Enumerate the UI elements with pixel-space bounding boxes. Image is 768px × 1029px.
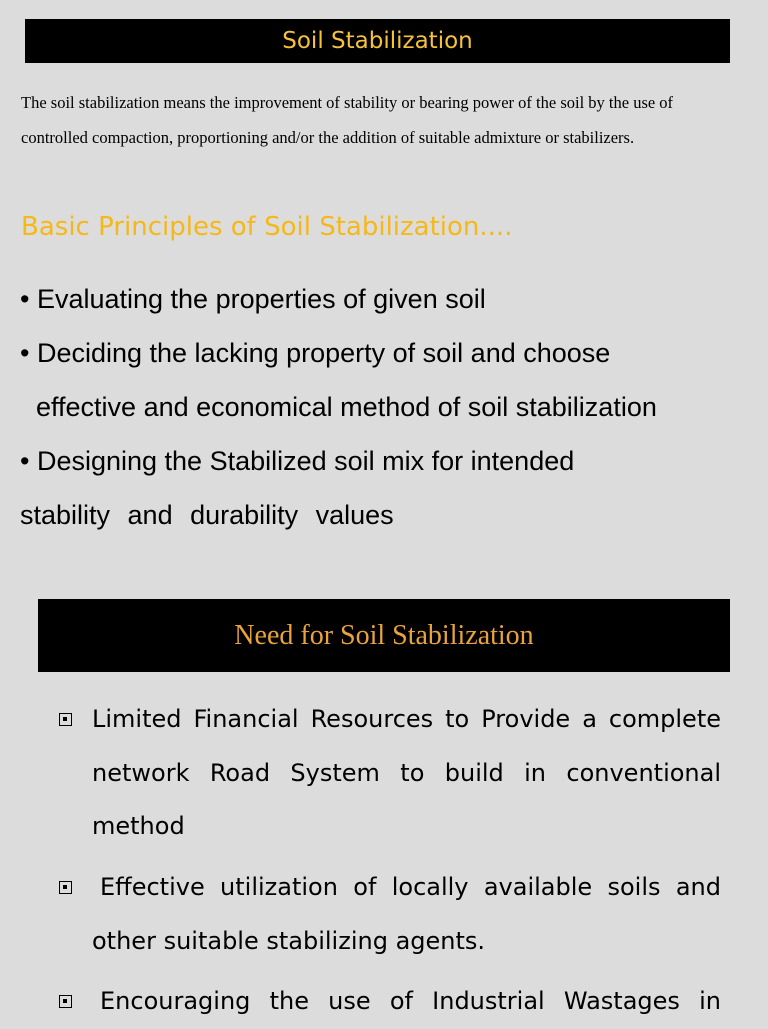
page-title: Soil Stabilization	[282, 28, 473, 54]
square-bullet-icon	[59, 881, 72, 894]
need-heading: Need for Soil Stabilization	[234, 619, 534, 651]
principle-line: • Designing the Stabilized soil mix for intended	[20, 446, 575, 476]
principle-line: • Deciding the lacking property of soil and choose	[20, 338, 611, 368]
principle-line: effective and economical method of soil stabilization	[36, 392, 657, 422]
need-item-text: Effective utilization of locally available soils and other suitable stabilizing agents.	[92, 873, 721, 955]
need-item-text: Limited Financial Resources to Provide a complete network Road System to build in conventional method	[92, 705, 721, 840]
need-banner	[38, 599, 730, 672]
principle-line: stability and durability values	[20, 500, 394, 530]
square-bullet-icon	[59, 713, 72, 726]
title-banner	[25, 19, 730, 63]
principle-line: • Evaluating the properties of given soil	[20, 284, 486, 314]
need-item-text: Encouraging the use of Industrial Wastages in	[100, 987, 721, 1015]
square-bullet-icon	[59, 995, 72, 1008]
principles-heading: Basic Principles of Soil Stabilization....	[21, 212, 513, 242]
intro-paragraph: The soil stabilization means the improvement of stability or bearing power of the soil by the use of controlled compaction, proportioning and/or the addition of suitable admixture or stabilizers.	[21, 93, 674, 147]
